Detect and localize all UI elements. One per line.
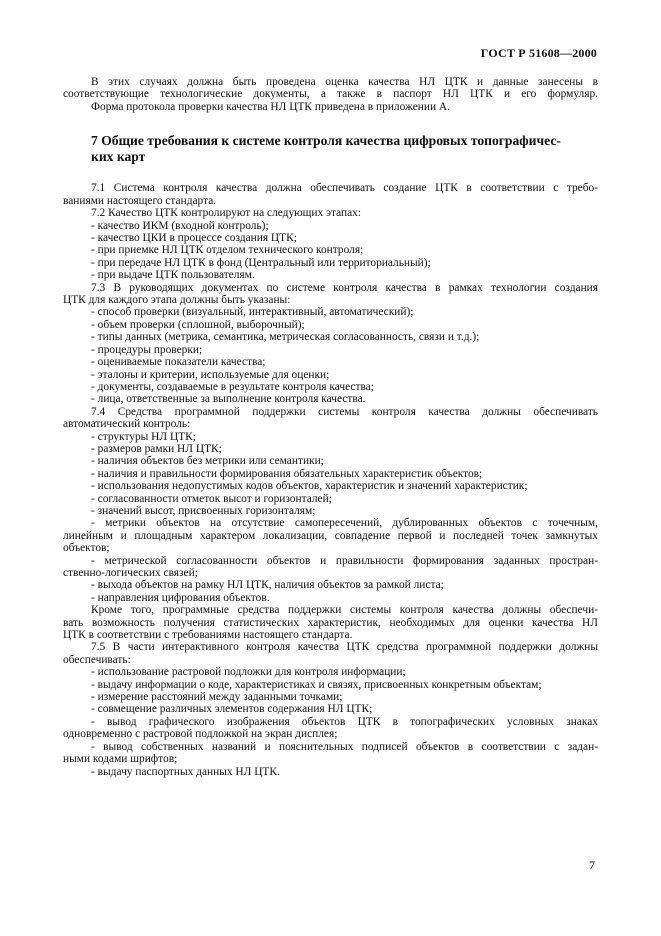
list-item: - процедуры проверки; — [91, 343, 203, 356]
intro-line: В этих случаях должна быть проведена оценка качества НЛ ЦТК и данные занесены в — [91, 76, 598, 88]
list-item: - типы данных (метрика, семантика, метрическая согласованность, связи и т.д.); — [91, 331, 480, 344]
page-number: 7 — [589, 858, 595, 872]
list-item: - вывод собственных названий и пояснительных подписей объектов в соответствии с задан- — [91, 740, 598, 753]
list-item: - использования недопустимых кодов объектов, характеристик и значений характеристик; — [91, 480, 528, 493]
document-header: ГОСТ Р 51608—2000 — [480, 46, 597, 60]
list-item: - качество ИКМ (входной контроль); — [91, 219, 269, 232]
list-item: - способ проверки (визуальный, интерактивный, автоматический); — [91, 306, 414, 319]
section-title-line: ких карт — [91, 148, 146, 164]
list-item: - оцениваемые показатели качества; — [91, 356, 266, 369]
body-line: ваниями настоящего стандарта. — [63, 194, 217, 207]
body-line: Кроме того, программные средства поддержки системы контроля качества должны обеспечи- — [91, 604, 598, 617]
list-item: - метрики объектов на отсутствие самопересечений, дублированных объектов с точечным, — [91, 517, 598, 530]
list-item: - структуры НЛ ЦТК; — [91, 430, 196, 443]
list-item: - согласованности отметок высот и горизонталей; — [91, 492, 332, 505]
body-line: линейным и площадным характером локализации, совпадение первой и последней точек замкнутых — [63, 529, 598, 542]
list-item: - лица, ответственные за выполнение контроля качества. — [91, 393, 366, 406]
list-item: - при передаче НЛ ЦТК в фонд (Центральный или территориальный); — [91, 256, 431, 269]
section-title — [63, 133, 598, 164]
list-item: - качество ЦКИ в процессе создания ЦТК; — [91, 232, 297, 245]
body-line: обеспечивать: — [63, 653, 131, 666]
body-line: автоматический контроль: — [63, 418, 191, 431]
list-item: - при выдаче ЦТК пользователям. — [91, 269, 255, 282]
list-item: - направления цифрования объектов. — [91, 591, 270, 604]
body-line: объектов; — [63, 542, 110, 555]
list-item: - совмещение различных элементов содержания НЛ ЦТК; — [91, 703, 373, 716]
list-item: - измерение расстояний между заданными точками; — [91, 691, 343, 704]
list-item: - объем проверки (сплошной, выборочный); — [91, 318, 305, 331]
list-item: - выдачу паспортных данных НЛ ЦТК. — [91, 765, 280, 778]
list-item: - наличия объектов без метрики или семантики; — [91, 455, 324, 468]
list-item: - вывод графического изображения объектов ЦТК в топографических условных знаках — [91, 715, 598, 728]
body-line: ными кодами шрифтов; — [63, 753, 178, 766]
list-item: - использование растровой подложки для контроля информации; — [91, 666, 406, 679]
list-item: - метрической согласованности объектов и правильности формирования заданных простран- — [91, 554, 598, 567]
body-line: ЦТК для каждого этапа должны быть указаны: — [63, 294, 291, 307]
list-item: - наличия и правильности формирования обязательных характеристик объектов; — [91, 467, 483, 480]
intro-line: Форма протокола проверки качества НЛ ЦТК приведена в приложении А. — [91, 100, 450, 113]
body-line: 7.3 В руководящих документах по системе контроля качества в рамках технологии создания — [91, 281, 598, 294]
section-title-line: 7 Общие требования к системе контроля качества цифровых топографичес- — [91, 133, 561, 149]
list-item: - выхода объектов на рамку НЛ ЦТК, наличия объектов за рамкой листа; — [91, 579, 444, 592]
body-line: 7.1 Система контроля качества должна обеспечивать создание ЦТК в соответствии с требо- — [91, 182, 598, 195]
list-item: - выдачу информации о коде, характеристиках и связях, присвоенных конкретным объектам; — [91, 678, 542, 691]
list-item: - эталоны и критерии, используемые для оценки; — [91, 368, 330, 381]
list-item: - документы, создаваемые в результате контроля качества; — [91, 380, 374, 393]
body-line: 7.4 Средства программной поддержки системы контроля качества должны обеспечивать — [91, 405, 598, 418]
intro-line: соответствующие технологические документы, а также в паспорт НЛ ЦТК и его формуляр. — [63, 88, 598, 101]
list-item: - размеров рамки НЛ ЦТК; — [91, 442, 222, 455]
list-item: - значений высот, присвоенных горизонталям; — [91, 504, 316, 517]
list-item: - при приемке НЛ ЦТК отделом технического контроля; — [91, 244, 364, 257]
body-line: 7.2 Качество ЦТК контролируют на следующих этапах: — [91, 207, 361, 220]
body-line: вать возможность получения статистических характеристик, необходимых для оценки качества НЛ — [63, 616, 598, 629]
body-line: одновременно с растровой подложкой на экран дисплея; — [63, 728, 338, 741]
body-line: 7.5 В части интерактивного контроля качества ЦТК средства программной поддержки должны — [91, 641, 598, 654]
body-line: ственно-логических связей; — [63, 567, 198, 579]
page-content — [63, 76, 598, 778]
body-line: ЦТК в соответствии с требованиями настоящего стандарта. — [63, 629, 353, 642]
